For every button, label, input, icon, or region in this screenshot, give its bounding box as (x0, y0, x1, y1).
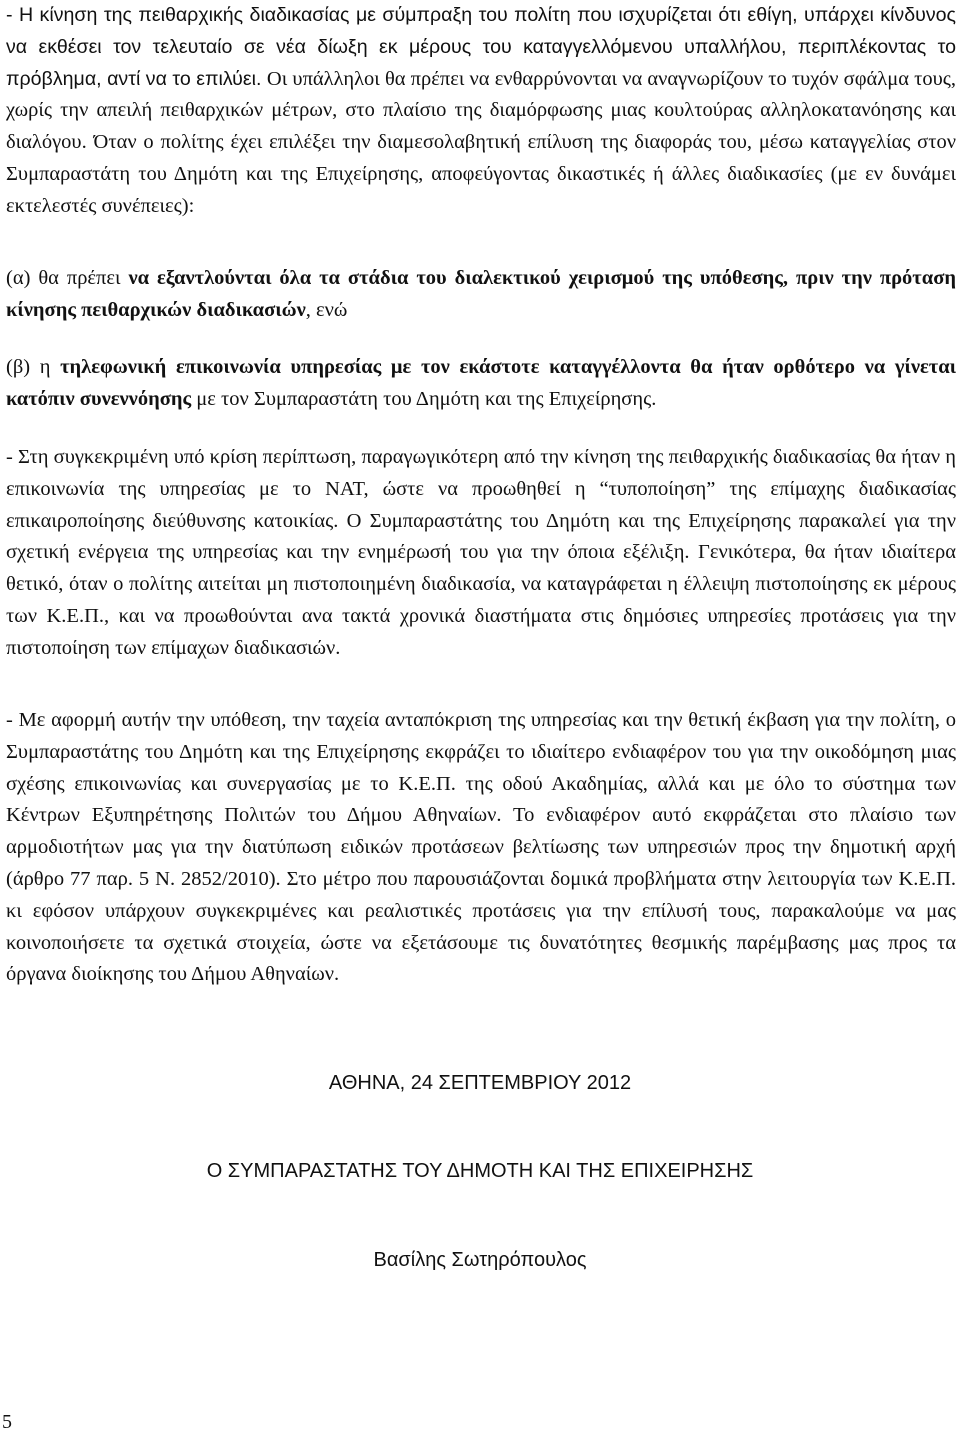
clause-beta-bold: τηλεφωνική επικοινωνία υπηρεσίας με τον εκάστοτε καταγγέλλοντα θα ήταν ορθότερο να γίνεται κατόπιν συνεννόησης (6, 356, 956, 410)
date-line: ΑΘΗΝΑ, 24 ΣΕΠΤΕΜΒΡΙΟΥ 2012 (328, 1072, 632, 1094)
clause-alpha-prefix: (α) θα πρέπει (6, 267, 129, 289)
clause-alpha-bold: να εξαντλούνται όλα τα στάδια του διαλεκτικού χειρισμού της υπόθεσης, πριν την πρόταση κίνησης πειθαρχικών διαδικασιών (6, 267, 956, 321)
signatory-title: Ο ΣΥΜΠΑΡΑΣΤΑΤΗΣ ΤΟΥ ΔΗΜΟΤΗ ΚΑΙ ΤΗΣ ΕΠΙΧΕΙΡΗΣΗΣ (206, 1160, 754, 1182)
page-number: 5 (2, 1411, 12, 1433)
clause-alpha-suffix: , ενώ (305, 298, 348, 321)
paragraph-disciplinary-procedure-part1: - Η κίνηση της πειθαρχικής διαδικασίας με σύμπραξη του πολίτη που ισχυρίζεται ότι εθίγη, υπάρχει κίνδυνος να εκθέσει τον τελευταίο σε νέα δίωξη εκ μέρους του καταγγελλόμενου υπαλλήλου, περιπλέκοντας το πρόβλημα, αντί να το επιλύει. (6, 4, 956, 90)
paragraph-specific-case: - Στη συγκεκριμένη υπό κρίση περίπτωση, παραγωγικότερη από την κίνηση της πειθαρχικής διαδικασίας θα ήταν η επικοινωνία της υπηρεσίας με το ΝΑΤ, ώστε να προωθηθεί η “τυποποίηση” της επίμαχης διαδικασίας επικαιροποίησης διεύθυνσης κατοικίας. Ο Συμπαραστάτης του Δημότη και της Επιχείρησης παρακαλεί για την σχετική ενέργεια της υπηρεσίας και την ενημέρωσή του για την όποια εξέλιξη. Γενικότερα, θα ήταν ιδιαίτερα θετικό, όταν ο πολίτης αιτείται μη πιστοποιημένη διαδικασία, να καταγράφεται η έλλειψη πιστοποίησης εκ μέρους των Κ.Ε.Π., και να προωθούνται ανα τακτά χρονικά διαστήματα στις δημόσιες υπηρεσίες προτάσεις για την πιστοποίηση των επίμαχων διαδικασιών. (6, 446, 956, 659)
clause-beta (6, 352, 956, 416)
clause-alpha (6, 263, 956, 327)
signatory-name: Βασίλης Σωτηρόπουλος (373, 1249, 587, 1271)
clause-beta-prefix: (β) η (6, 356, 61, 378)
clause-beta-suffix: με τον Συμπαραστάτη του Δημότη και της Επιχείρησης. (191, 387, 657, 410)
paragraph-disciplinary-procedure-part2: Οι υπάλληλοι θα πρέπει να ενθαρρύνονται να αναγνωρίζουν το τυχόν σφάλμα τους, χωρίς την απειλή πειθαρχικών μέτρων, στο πλαίσιο της διαμόρφωσης μιας κουλτούρας αλληλοκατανόησης και διαλόγου. (6, 67, 956, 154)
paragraph-disciplinary-procedure (6, 0, 956, 223)
paragraph-kep-cooperation: - Με αφορμή αυτήν την υπόθεση, την ταχεία ανταπόκριση της υπηρεσίας και την θετική έκβαση για την πολίτη, ο Συμπαραστάτης του Δημότη και της Επιχείρησης εκφράζει το ιδιαίτερο ενδιαφέρον του για την οικοδόμηση μιας σχέσης επικοινωνίας και συνεργασίας με το Κ.Ε.Π. της οδού Ακαδημίας, αλλά και με όλο το σύστημα των Κέντρων Εξυπηρέτησης Πολιτών του Δήμου Αθηναίων. Το ενδιαφέρον αυτό εκφράζεται στο πλαίσιο των αρμοδιοτήτων μας για την διατύπωση ειδικών προτάσεων βελτίωσης των υπηρεσιών προς την δημοτική αρχή (άρθρο 77 παρ. 5 Ν. 2852/2010). Στο μέτρο που παρουσιάζονται δομικά προβλήματα στην λειτουργία των Κ.Ε.Π. κι εφόσον υπάρχουν συγκεκριμένες και ρεαλιστικές προτάσεις για την επίλυσή τους, παρακαλούμε να μας κοινοποιήσετε τα σχετικά στοιχεία, ώστε να εξετάσουμε τις δυνατότητες θεσμικής παρέμβασης μας προς τα όργανα διοίκησης του Δήμου Αθηναίων. (6, 709, 956, 986)
paragraph-disciplinary-procedure-part3: Όταν ο πολίτης έχει επιλέξει την διαμεσολαβητική επίλυση της διαφοράς του, μέσω καταγγελίας στον Συμπαραστάτη του Δημότη και της Επιχείρησης, αποφεύγοντας δικαστικές ή άλλες διαδικασίες (με εν δυνάμει εκτελεστές συνέπειες): (6, 131, 956, 217)
